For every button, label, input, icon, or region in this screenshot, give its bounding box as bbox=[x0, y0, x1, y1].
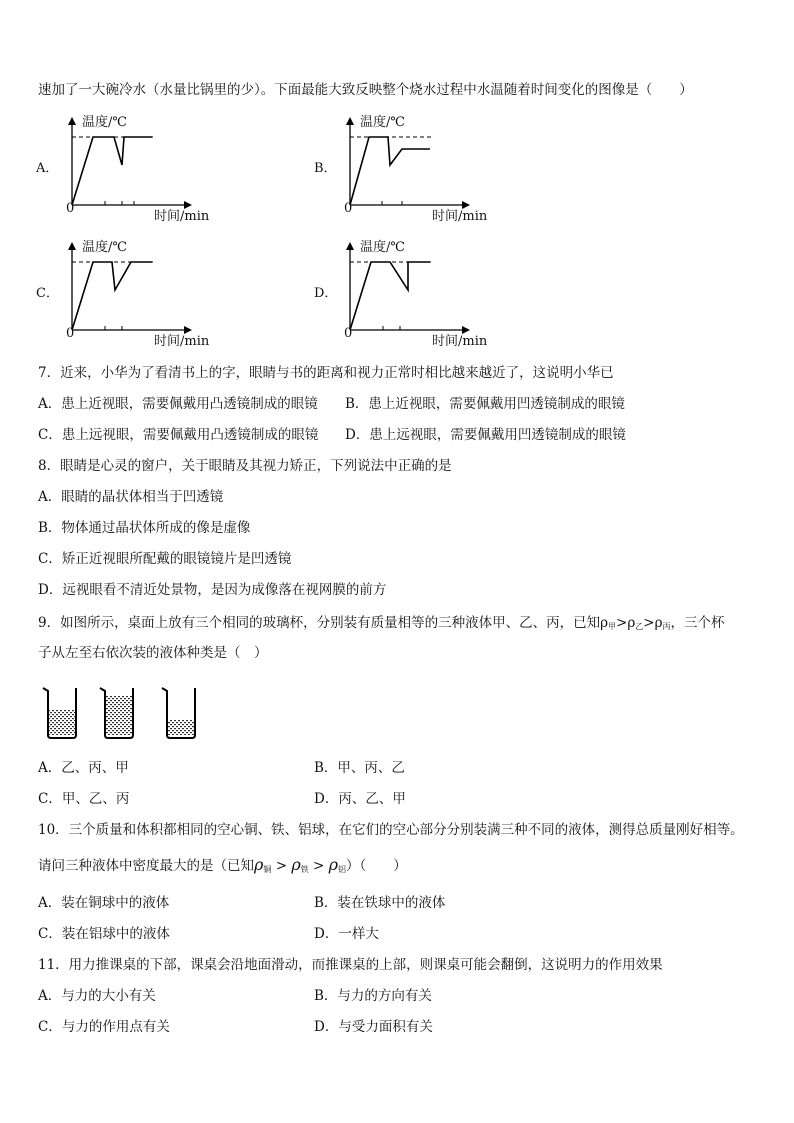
q10-option-a[interactable]: A．装在铜球中的液体 bbox=[38, 895, 170, 911]
q9-option-d[interactable]: D．丙、乙、甲 bbox=[314, 791, 406, 807]
q8-option-b[interactable]: B．物体通过晶状体所成的像是虚像 bbox=[38, 520, 251, 536]
q10-stem-line2 bbox=[38, 856, 407, 879]
q10-rho-3: ρ bbox=[328, 855, 339, 874]
q7-option-d[interactable]: D．患上远视眼，需要佩戴用凹透镜制成的眼镜 bbox=[345, 427, 626, 443]
q9-gt1: >ρ bbox=[616, 615, 636, 631]
q10-option-d[interactable]: D．一样大 bbox=[314, 926, 379, 942]
q10-stem2-a: 请问三种液体中密度最大的是（已知 bbox=[38, 858, 254, 874]
q10-rho-2: ρ bbox=[291, 855, 301, 874]
graph-d bbox=[314, 240, 514, 350]
q9-stem-b: ，三个杯 bbox=[670, 615, 725, 631]
graph-b-xlabel: 时间/min bbox=[432, 209, 488, 224]
q10-gt-1: > bbox=[271, 858, 292, 874]
q9-option-a[interactable]: A．乙、丙、甲 bbox=[38, 760, 129, 776]
q11-stem: 11．用力推课桌的下部，课桌会沿地面滑动，而推课桌的上部，则课桌可能会翻倒，这说明力的作用效果 bbox=[38, 957, 663, 973]
q8-option-c[interactable]: C．矫正近视眼所配戴的眼镜镜片是凹透镜 bbox=[38, 551, 292, 567]
q9-option-c[interactable]: C．甲、乙、丙 bbox=[38, 791, 130, 807]
q9-gt2: >ρ bbox=[643, 615, 663, 631]
q11-option-d[interactable]: D．与受力面积有关 bbox=[314, 1019, 433, 1035]
q11-option-b[interactable]: B．与力的方向有关 bbox=[314, 988, 432, 1004]
q9-stem-a: 9．如图所示，桌面上放有三个相同的玻璃杯，分别装有质量相等的三种液体甲、乙、丙，已知ρ bbox=[38, 615, 609, 631]
q10-stem2-b: ）（ ） bbox=[346, 858, 407, 874]
graph-d-origin: 0 bbox=[344, 326, 353, 341]
q7-option-b[interactable]: B．患上近视眼，需要佩戴用凹透镜制成的眼镜 bbox=[345, 396, 625, 412]
beaker-middle bbox=[100, 688, 133, 738]
q10-rho-1: ρ bbox=[254, 855, 264, 874]
graph-c-origin: 0 bbox=[66, 326, 75, 341]
q10-gt-2: > bbox=[308, 858, 329, 874]
graph-d-xlabel: 时间/min bbox=[432, 334, 488, 349]
q9-stem-line1 bbox=[38, 614, 725, 636]
beaker-right bbox=[162, 688, 195, 738]
q9-stem-line2: 子从左至右依次装的液体种类是（ ） bbox=[38, 645, 268, 661]
graph-a-xlabel: 时间/min bbox=[154, 209, 210, 224]
q10-stem: 10．三个质量和体积都相同的空心铜、铁、铝球，在它们的空心部分分别装满三种不同的液体，测得总质量刚好相等。 bbox=[38, 822, 744, 838]
q8-stem: 8．眼睛是心灵的窗户，关于眼睛及其视力矫正，下列说法中正确的是 bbox=[38, 458, 452, 474]
q9-sub-yi: 乙 bbox=[635, 622, 644, 631]
q7-option-a[interactable]: A．患上近视眼，需要佩戴用凸透镜制成的眼镜 bbox=[38, 396, 318, 412]
graph-b-letter: B． bbox=[314, 161, 337, 176]
graph-c-letter: C． bbox=[36, 286, 59, 301]
q9-option-b[interactable]: B．甲、丙、乙 bbox=[314, 760, 405, 776]
graph-a-origin: 0 bbox=[66, 201, 75, 216]
graph-b-ylabel: 温度/℃ bbox=[360, 115, 405, 130]
graph-d-letter: D． bbox=[314, 286, 338, 301]
q10-sub-tie: 铁 bbox=[300, 865, 309, 874]
q10-sub-lv: 铝 bbox=[338, 865, 347, 874]
graph-b-origin: 0 bbox=[344, 201, 353, 216]
graph-a bbox=[36, 115, 236, 225]
q11-option-a[interactable]: A．与力的大小有关 bbox=[38, 988, 156, 1004]
q9-sub-bing: 丙 bbox=[662, 622, 671, 631]
q11-option-c[interactable]: C．与力的作用点有关 bbox=[38, 1019, 170, 1035]
graph-d-ylabel: 温度/℃ bbox=[360, 240, 405, 255]
graph-a-letter: A． bbox=[36, 161, 59, 176]
beaker-left bbox=[43, 688, 76, 738]
q10-sub-tong: 铜 bbox=[263, 865, 272, 874]
graph-c-xlabel: 时间/min bbox=[154, 334, 210, 349]
graph-a-ylabel: 温度/℃ bbox=[82, 115, 127, 130]
q8-option-d[interactable]: D．远视眼看不清近处景物，是因为成像落在视网膜的前方 bbox=[38, 582, 387, 598]
graph-c bbox=[36, 240, 236, 350]
beakers-figure bbox=[40, 682, 210, 742]
graph-c-ylabel: 温度/℃ bbox=[82, 240, 127, 255]
q7-stem: 7．近来，小华为了看清书上的字，眼睛与书的距离和视力正常时相比越来越近了，这说明小华已 bbox=[38, 365, 614, 381]
q6-stem-tail: 速加了一大碗冷水（水量比锅里的少）。下面最能大致反映整个烧水过程中水温随着时间变化的图像是（ ） bbox=[38, 82, 693, 98]
q9-sub-jia: 甲 bbox=[608, 622, 617, 631]
graph-b bbox=[314, 115, 514, 225]
q7-option-c[interactable]: C．患上远视眼，需要佩戴用凸透镜制成的眼镜 bbox=[38, 427, 319, 443]
q8-option-a[interactable]: A．眼睛的晶状体相当于凹透镜 bbox=[38, 489, 224, 505]
q10-option-b[interactable]: B．装在铁球中的液体 bbox=[314, 895, 446, 911]
q10-option-c[interactable]: C．装在铝球中的液体 bbox=[38, 926, 170, 942]
